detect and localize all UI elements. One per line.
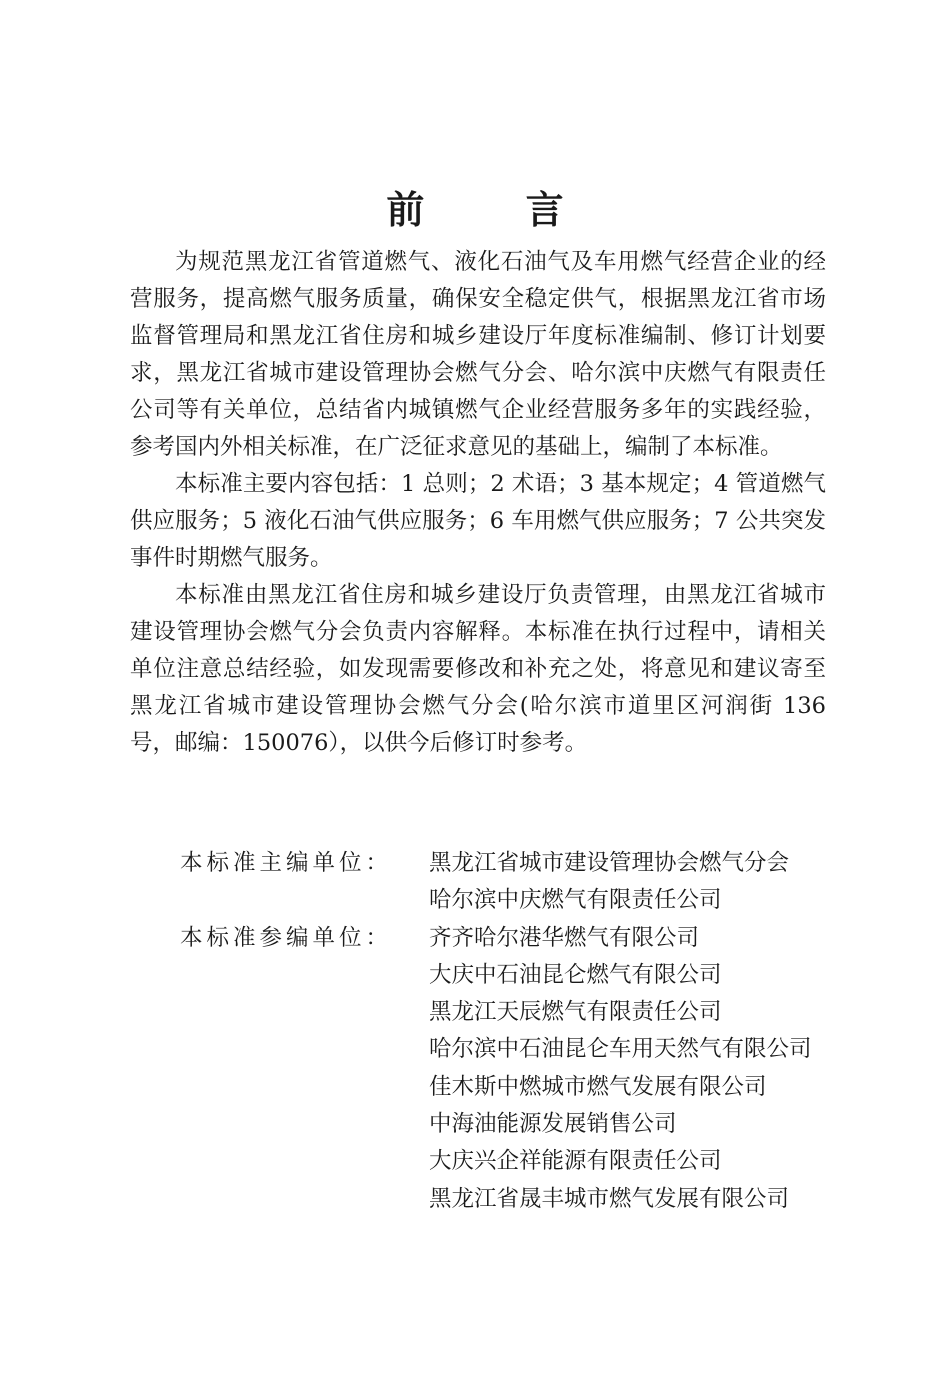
participating-list xyxy=(429,920,880,1218)
paragraph-contents: 本标准主要内容包括：1 总则；2 术语；3 基本规定；4 管道燃气供应服务；5 液化石油气供应服务；6 车用燃气供应服务；7 公共突发事件时期燃气服务。 xyxy=(130,471,826,571)
list-item: 齐齐哈尔港华燃气有限公司 xyxy=(429,924,700,951)
list-item: 大庆中石油昆仑燃气有限公司 xyxy=(429,961,722,988)
paragraph-purpose: 为规范黑龙江省管道燃气、液化石油气及车用燃气经营企业的经营服务，提高燃气服务质量，确保安全稳定供气，根据黑龙江省市场监督管理局和黑龙江省住房和城乡建设厅年度标准编制、修订计划要求，黑龙江省城市建设管理协会燃气分会、哈尔滨中庆燃气有限责任公司等有关单位，总结省内城镇燃气企业经营服务多年的实践经验，参考国内外相关标准，在广泛征求意见的基础上，编制了本标准。 xyxy=(130,249,826,460)
list-item: 哈尔滨中庆燃气有限责任公司 xyxy=(429,887,722,914)
participating-label: 本标准参编单位： xyxy=(180,924,393,951)
chief-editor-list xyxy=(429,845,880,920)
list-item: 黑龙江省城市建设管理协会燃气分会 xyxy=(429,850,790,876)
page-title: 前 言 xyxy=(386,188,608,232)
chief-editor-units xyxy=(180,845,880,920)
preface-body xyxy=(130,244,826,762)
list-item: 佳木斯中燃城市燃气发展有限公司 xyxy=(429,1073,767,1100)
list-item: 大庆兴企祥能源有限责任公司 xyxy=(429,1148,722,1175)
chief-editor-label: 本标准主编单位： xyxy=(180,850,393,876)
drafting-units xyxy=(180,845,880,1218)
list-item: 黑龙江天辰燃气有限责任公司 xyxy=(429,999,722,1026)
paragraph-management: 本标准由黑龙江省住房和城乡建设厅负责管理，由黑龙江省城市建设管理协会燃气分会负责内容解释。本标准在执行过程中，请相关单位注意总结经验，如发现需要修改和补充之处，将意见和建议寄至黑龙江省城市建设管理协会燃气分会(哈尔滨市道里区河润街 136 号，邮编：150076），以供今后修订时参考。 xyxy=(130,582,826,756)
list-item: 黑龙江省晟丰城市燃气发展有限公司 xyxy=(429,1185,790,1212)
participating-units xyxy=(180,920,880,1218)
list-item: 哈尔滨中石油昆仑车用天然气有限公司 xyxy=(429,1036,812,1063)
list-item: 中海油能源发展销售公司 xyxy=(429,1111,677,1138)
